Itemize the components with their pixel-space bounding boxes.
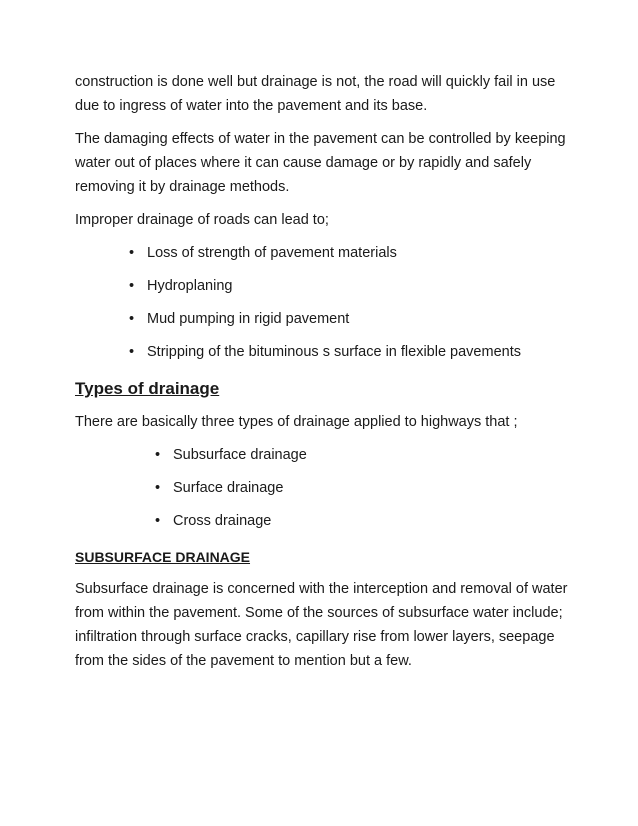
bullet-icon: • <box>155 513 161 529</box>
list-item <box>155 509 575 533</box>
heading-subsurface-drainage: SUBSURFACE DRAINAGE <box>75 549 251 565</box>
list-item-text: Surface drainage <box>173 480 284 496</box>
list-item <box>129 274 575 298</box>
list-item <box>129 241 575 265</box>
list-item <box>129 340 575 364</box>
paragraph-types-intro: There are basically three types of drainage applied to highways that ; <box>75 414 518 430</box>
list-item-text: Subsurface drainage <box>173 447 307 463</box>
paragraph-damaging-effects: The damaging effects of water in the pavement can be controlled by keeping water out of places where it can cause damage or by rapidly and safely removing it by drainage methods. <box>75 131 566 195</box>
bullet-icon: • <box>129 344 135 360</box>
list-item <box>129 307 575 331</box>
paragraph-intro: construction is done well but drainage is not, the road will quickly fail in use due to ingress of water into the pavement and its base. <box>75 74 556 114</box>
list-item-text: Loss of strength of pavement materials <box>147 245 397 261</box>
bullet-icon: • <box>155 447 161 463</box>
heading-types-of-drainage: Types of drainage <box>75 379 220 398</box>
list-item <box>155 476 575 500</box>
effects-list <box>75 241 575 364</box>
list-item <box>155 443 575 467</box>
document-page <box>75 70 575 682</box>
list-item-text: Cross drainage <box>173 513 272 529</box>
bullet-icon: • <box>129 245 135 261</box>
paragraph-subsurface: Subsurface drainage is concerned with the interception and removal of water from within the pavement. Some of the sources of subsurface water include; infiltration through surface cracks, capillary rise from lower layers, seepage from the sides of the pavement to mention but a few. <box>75 581 568 669</box>
paragraph-improper-drainage: Improper drainage of roads can lead to; <box>75 212 329 228</box>
list-item-text: Mud pumping in rigid pavement <box>147 311 350 327</box>
types-list <box>75 443 575 533</box>
bullet-icon: • <box>129 311 135 327</box>
list-item-text: Stripping of the bituminous s surface in flexible pavements <box>147 344 521 360</box>
bullet-icon: • <box>155 480 161 496</box>
list-item-text: Hydroplaning <box>147 278 233 294</box>
bullet-icon: • <box>129 278 135 294</box>
